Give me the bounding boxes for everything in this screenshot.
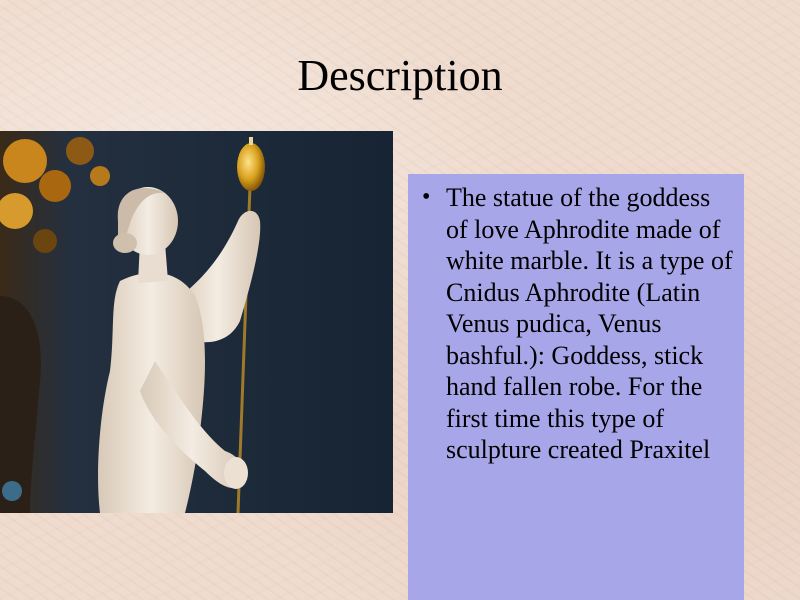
bullet-icon: • (422, 184, 431, 210)
description-text: The statue of the goddess of love Aphrodite made of white marble. It is a type of Cnidus Aphrodite (Latin Venus pudica, Venus bashful.): Goddess, stick hand fallen robe. For the first time this type of sculpture created Praxitel (446, 183, 733, 464)
slide-title: Description (297, 51, 503, 100)
aphrodite-statue-photo (0, 131, 393, 513)
description-text-box (408, 174, 744, 600)
